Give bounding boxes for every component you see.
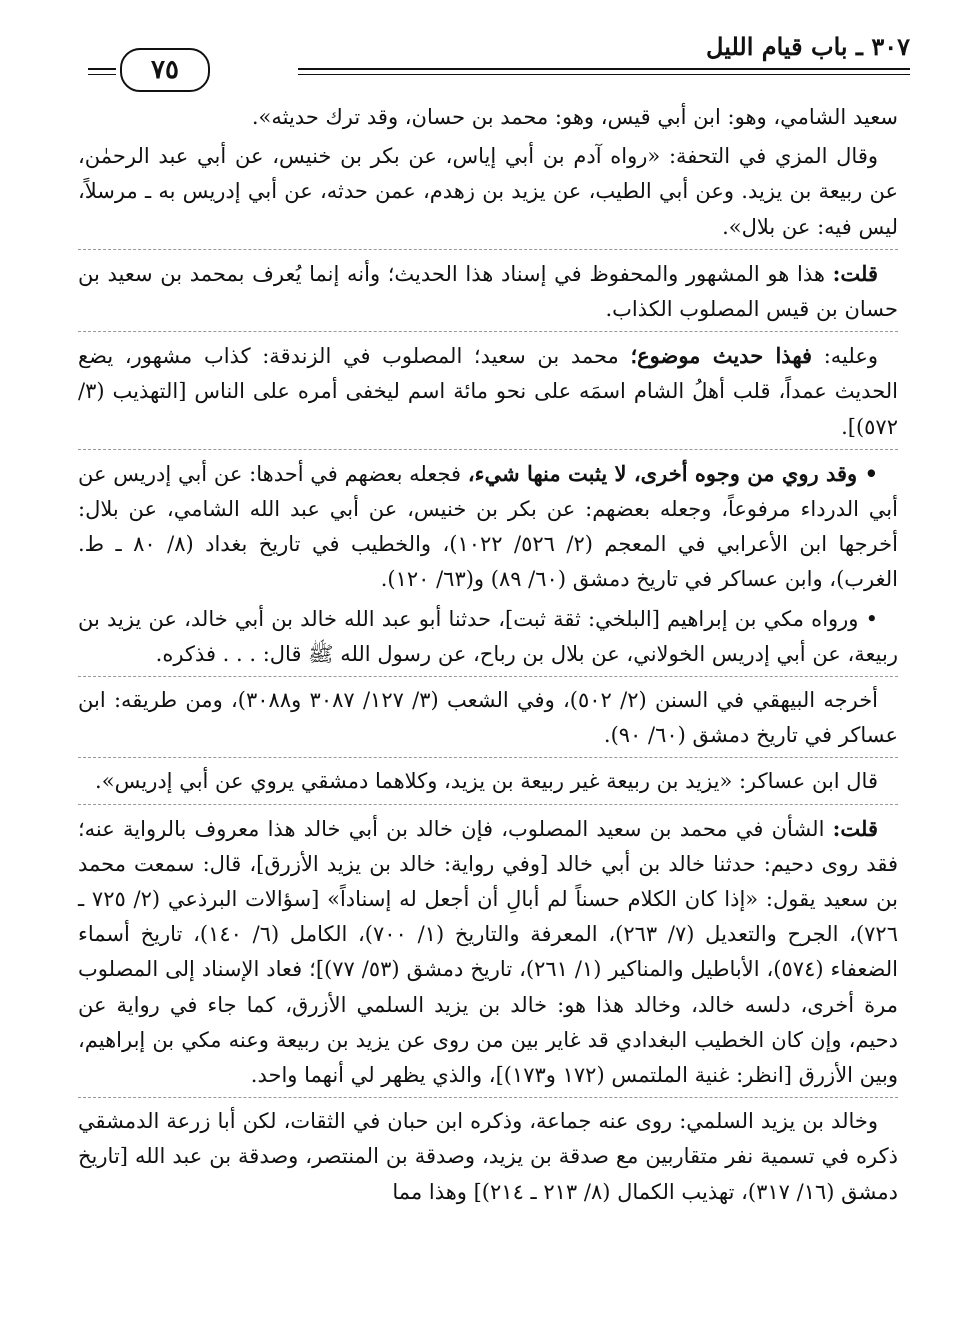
paragraph	[78, 811, 898, 1094]
paragraph	[78, 683, 898, 753]
paragraph	[78, 139, 898, 245]
paragraph-divider	[78, 804, 898, 805]
paragraph	[78, 456, 898, 598]
paragraph-text: وقال المزي في التحفة: «رواه آدم بن أبي إياس، عن بكر بن خنيس، عن أبي عبد الرحمٰن، عن ربيعة بن يزيد. وعن أبي الطيب، عن يزيد بن زهدم، عمن حدثه، عن أبي إدريس به ـ مرسلاً، ليس فيه: عن بلال».	[78, 144, 898, 239]
chapter-title: ٣٠٧ ـ باب قيام الليل	[706, 32, 910, 61]
paragraph-divider	[78, 757, 898, 758]
paragraph-text: • ورواه مكي بن إبراهيم [البلخي: ثقة ثبت]، حدثنا أبو عبد الله خالد بن أبي خالد، عن يزيد بن ربيعة، عن أبي إدريس الخولاني، عن بلال بن رباح، عن رسول الله ﷺ قال: . . . فذكره.	[78, 606, 898, 666]
paragraph	[78, 764, 898, 799]
paragraph-divider	[78, 1097, 898, 1098]
paragraph-lead: فهذا حديث موضوع؛	[630, 343, 813, 369]
paragraph-divider	[78, 249, 898, 250]
paragraph-lead: قلت:	[832, 260, 878, 286]
header-rule	[298, 68, 910, 70]
page-header	[80, 28, 910, 88]
paragraph-text: وخالد بن يزيد السلمي: روى عنه جماعة، وذكره ابن حبان في الثقات، لكن أبا زرعة الدمشقي ذكره في تسمية نفر متقاربين مع صدقة بن يزيد، وصدقة بن المنتصر، وصدقة بن عبد الله [تاريخ دمشق (١٦/ ٣١٧)، تهذيب الكمال (٨/ ٢١٣ ـ ٢١٤)] وهذا مما	[78, 1109, 898, 1204]
paragraph	[78, 602, 898, 672]
paragraph-text: محمد بن سعيد؛ المصلوب في الزندقة: كذاب مشهور، يضع الحديث عمداً، قلب أهلُ الشام اسمَه على نحو مائة اسم ليخفى أمره على الناس [التهذيب (٣/ ٥٧٢)].	[78, 344, 898, 439]
paragraph-divider	[78, 449, 898, 450]
page-body	[78, 100, 898, 1214]
paragraph-lead: قلت:	[832, 815, 878, 841]
header-rule-left-thin	[88, 74, 116, 75]
paragraph	[78, 338, 898, 445]
paragraph-divider	[78, 331, 898, 332]
paragraph-text: أخرجه البيهقي في السنن (٢/ ٥٠٢)، وفي الشعب (٣/ ١٢٧/ ٣٠٨٧ و٣٠٨٨)، ومن طريقه: ابن عساكر في تاريخ دمشق (٦٠/ ٩٠).	[78, 688, 898, 748]
page-number-badge	[120, 48, 210, 92]
paragraph-text: هذا هو المشهور والمحفوظ في إسناد هذا الحديث؛ وأنه إنما يُعرف بمحمد بن سعيد بن حسان بن قيس المصلوب الكذاب.	[78, 261, 898, 322]
paragraph-lead: • وقد روي من وجوه أخرى، لا يثبت منها شيء،	[467, 460, 878, 486]
header-rule-left	[88, 68, 116, 70]
paragraph-pre: وعليه:	[812, 344, 878, 369]
paragraph	[78, 1104, 898, 1210]
header-rule-thin	[298, 74, 910, 75]
paragraph-divider	[78, 676, 898, 677]
paragraph-text: سعيد الشامي، وهو: ابن أبي قيس، وهو: محمد بن حسان، وقد ترك حديثه».	[251, 105, 898, 129]
page-number: ٧٥	[151, 55, 179, 85]
paragraph	[78, 256, 898, 327]
paragraph-text: الشأن في محمد بن سعيد المصلوب، فإن خالد بن أبي خالد هذا معروف بالرواية عنه؛ فقد روى دحيم: حدثنا خالد بن أبي خالد [وفي رواية: خالد بن يزيد الأزرق]، قال: سمعت محمد بن سعيد يقول: «إذا كان الكلام حسناً لم أبالِ أن أجعل له إسناداً» [سؤالات البرذعي (٢/ ٧٢٥ ـ ٧٢٦)، الجرح والتعديل (٧/ ٢٦٣)، المعرفة والتاريخ (١/ ٧٠٠)، الكامل (٦/ ١٤٠)، تاريخ أسماء الضعفاء (٥٧٤)، الأباطيل والمناكير (١/ ٢٦١)، تاريخ دمشق (٥٣/ ٧٧)]؛ فعاد الإسناد إلى المصلوب مرة أخرى، دلسه خالد، وخالد هذا هو: خالد بن يزيد السلمي الأزرق، كما جاء في رواية عن دحيم، وإن كان الخطيب البغدادي قد غاير بين من روى عن يزيد بن ربيعة وعنه مكي بن إبراهيم، وبين الأزرق [انظر: غنية الملتمس (١٧٢ و١٧٣)]، والذي يظهر لي أنهما واحد.	[78, 816, 898, 1088]
paragraph	[78, 100, 898, 135]
paragraph-text: قال ابن عساكر: «يزيد بن ربيعة غير ربيعة بن يزيد، وكلاهما دمشقي يروي عن أبي إدريس».	[95, 769, 878, 794]
paragraph-text: فجعله بعضهم في أحدها: عن أبي إدريس عن أبي الدرداء مرفوعاً، وجعله بعضهم: عن بكر بن خنيس، عن أبي عبد الله الشامي، عن بلال: أخرجها ابن الأعرابي في المعجم (٢/ ٥٢٦/ ١٠٢٢)، والخطيب في تاريخ بغداد (٨/ ٨٠ ـ ط. الغرب)، وابن عساكر في تاريخ دمشق (٦٠/ ٨٩) و(٦٣/ ١٢٠).	[78, 461, 898, 592]
